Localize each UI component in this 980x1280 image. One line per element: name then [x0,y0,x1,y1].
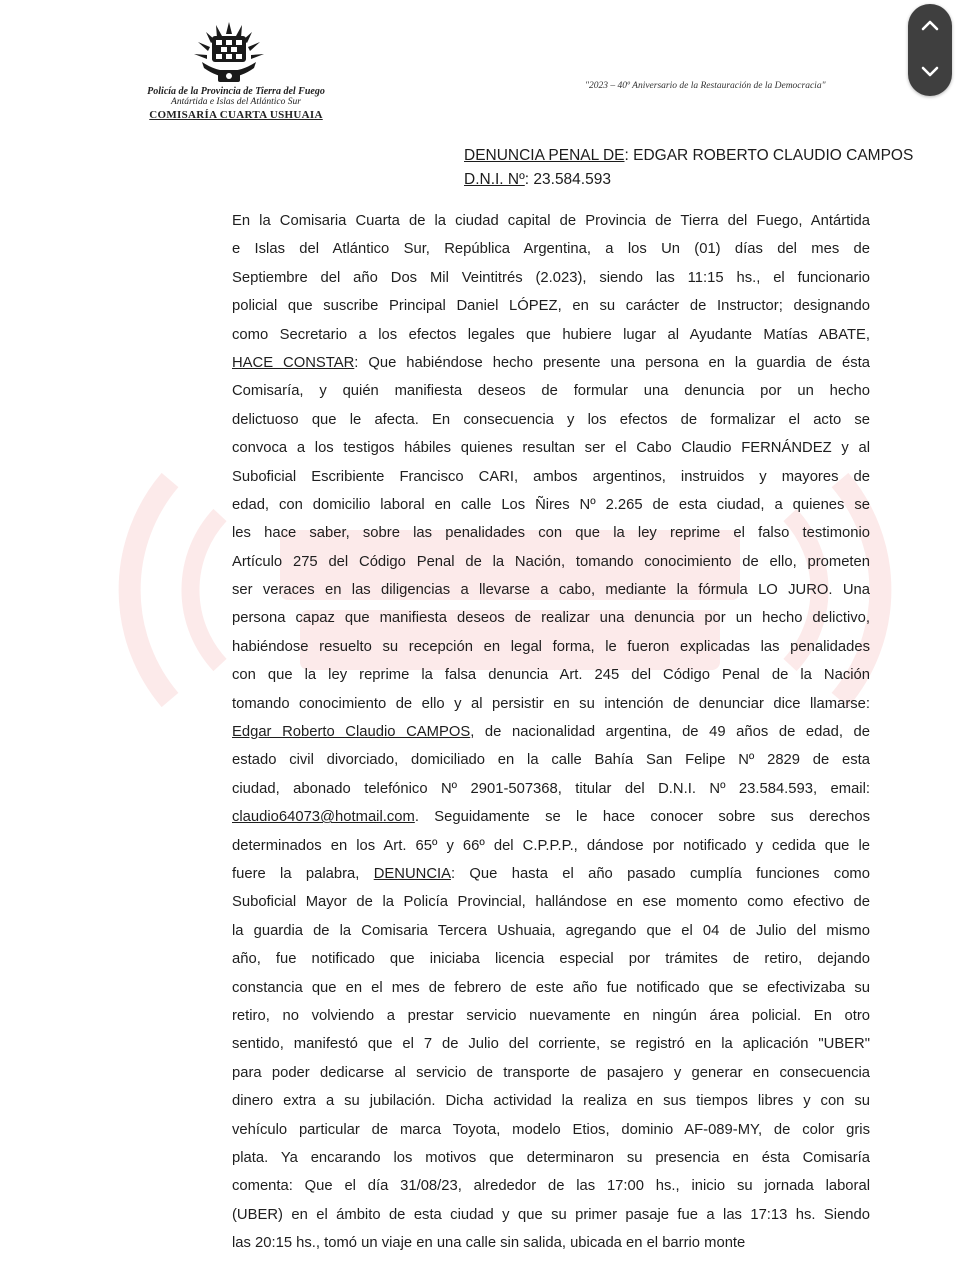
body-line [232,292,870,320]
body-line [232,349,870,377]
body-text-segment: . Seguidamente se le hace conocer sobre sus derechos [414,809,870,826]
body-text-segment: como Secretario a los efectos legales que hubiere lugar al Ayudante Matías ABATE, [232,326,870,343]
chevron-down-icon [920,64,940,78]
body-line [232,235,870,263]
body-line [232,1201,870,1229]
body-line [232,1144,870,1172]
title-label: DENUNCIA PENAL DE [464,147,625,164]
body-line [232,434,870,462]
body-text-segment: constancia que en el mes de febrero de este año fue notificado que se efectivizaba su [232,979,870,996]
body-line [232,860,870,888]
body-line [232,264,870,292]
underlined-text: Edgar Roberto Claudio CAMPOS [232,724,471,741]
body-line [232,661,870,689]
body-line [232,491,870,519]
page-scroll-control [908,4,952,96]
body-line [232,1172,870,1200]
body-text-segment: (UBER) en el ámbito de esta ciudad y que su primer pasaje fue a las 17:13 hs. Siendo [232,1206,870,1223]
body-line [232,803,870,831]
chevron-up-icon [920,18,940,32]
body-text-segment: determinados en los Art. 65º y 66º del C.P.P.P., dándose por notificado y cedida que le [232,837,870,854]
body-text-segment: retiro, no volviendo a prestar servicio nuevamente en ningún área policial. En otro [232,1007,870,1024]
body-text-segment: policial que suscribe Principal Daniel LÓPEZ, en su carácter de Instructor; designando [232,298,870,315]
org-name-line1: Policía de la Provincia de Tierra del Fuego [147,86,325,97]
body-line [232,945,870,973]
body-line [232,917,870,945]
body-text-segment: año, fue notificado que iniciaba licencia especial por trámites de retiro, dejando [232,951,870,968]
complainant-name: : EDGAR ROBERTO CLAUDIO CAMPOS [624,147,914,164]
body-line [232,888,870,916]
body-line [232,775,870,803]
dni-label: D.N.I. Nº [464,171,525,188]
complaint-body [232,207,870,1257]
body-line [232,746,870,774]
scroll-down-button[interactable] [908,50,952,96]
underlined-text[interactable]: claudio64073@hotmail.com [232,809,415,826]
body-text-segment: plata. Ya encarando los motivos que determinaron su presencia en ésta Comisaría [232,1149,870,1166]
body-text-segment: Comisaría, y quién manifiesta deseos de formular una denuncia por un hecho [232,383,870,400]
body-text-segment: estado civil divorciado, domiciliado en la calle Bahía San Felipe Nº 2829 de esta [232,752,870,769]
body-line [232,1087,870,1115]
body-line [232,463,870,491]
body-text-segment: Artículo 275 del Código Penal de la Nación, tomando conocimiento de ello, prometen [232,553,870,570]
underlined-text: HACE CONSTAR [232,354,355,371]
body-line [232,1229,870,1257]
body-text-segment: con que la ley reprime la falsa denuncia Art. 245 del Código Penal de la Nación [232,667,870,684]
body-line [232,406,870,434]
body-text-segment: En la Comisaria Cuarta de la ciudad capital de Provincia de Tierra del Fuego, Antártida [232,213,870,229]
anniversary-motto: "2023 – 40º Aniversario de la Restauración de la Democracia" [585,81,826,91]
body-text-segment: las 20:15 hs., tomó un viaje en una calle sin salida, ubicada en el barrio monte [232,1235,746,1252]
body-text-segment: tomando conocimiento de ello y al persistir en su intención de denunciar dice llamarse: [232,695,870,712]
body-text-segment: para poder dedicarse al servicio de transporte de pasajero y generar en consecuencia [232,1064,870,1081]
body-text-segment: comenta: Que el día 31/08/23, alrededor de las 17:00 hs., inicio su jornada laboral [232,1178,870,1195]
body-line [232,832,870,860]
body-text-segment: dinero extra a su jubilación. Dicha actividad la realiza en sus tiempos libres y con su [232,1093,870,1110]
body-text-segment: ser veraces en las diligencias a llevarse a cabo, mediante la fórmula LO JURO. Una [232,582,870,599]
underlined-text: DENUNCIA [373,865,451,882]
body-line [232,207,870,235]
body-line [232,690,870,718]
body-line [232,1059,870,1087]
body-line [232,1116,870,1144]
complainant-name-line [464,147,913,165]
body-text-segment: ciudad, abonado telefónico Nº 2901-507368, titular del D.N.I. Nº 23.584.593, email: [232,780,870,797]
body-line [232,519,870,547]
body-text-segment: Septiembre del año Dos Mil Veintitrés (2.023), siendo las 11:15 hs., el funcionario [232,269,870,286]
complainant-dni-line [464,171,611,189]
body-text-segment: vehículo particular de marca Toyota, modelo Etios, dominio AF-089-MY, de color gris [232,1121,870,1138]
police-emblem-icon [188,18,270,88]
body-text-segment: : Que habiéndose hecho presente una persona en la guardia de ésta [354,354,870,371]
body-text-segment: convoca a los testigos hábiles quienes resultan ser el Cabo Claudio FERNÁNDEZ y al [232,440,870,457]
body-line [232,548,870,576]
body-text-segment: habiéndose resuelto su recepción en legal forma, le fueron explicadas las penalidades [232,638,870,655]
body-line [232,321,870,349]
org-name-line2: Antártida e Islas del Atlántico Sur [171,97,301,107]
scroll-up-button[interactable] [908,4,952,50]
body-line [232,974,870,1002]
body-text-segment: edad, con domicilio laboral en calle Los Ñires Nº 2.265 de esta ciudad, a quienes se [232,496,870,513]
body-line [232,576,870,604]
body-text-segment: : Que hasta el año pasado cumplía funciones como [450,865,870,882]
body-line [232,1002,870,1030]
body-text-segment: Suboficial Mayor de la Policía Provincial, hallándose en ese momento como efectivo de [232,894,870,911]
body-text-segment: fuere la palabra, [232,865,374,882]
org-name-line3: COMISARÍA CUARTA USHUAIA [149,109,323,121]
complainant-dni: : 23.584.593 [524,171,611,188]
body-text-segment: , de nacionalidad argentina, de 49 años de edad, de [470,724,870,741]
body-text-segment: persona capaz que manifiesta deseos de realizar una denuncia por un hecho delictivo, [232,610,870,627]
organization-header [116,86,356,122]
body-text-segment: sentido, manifestó que el 7 de Julio del corriente, se registró en la aplicación "UBER" [232,1036,870,1053]
body-line [232,718,870,746]
body-text-segment: la guardia de la Comisaria Tercera Ushuaia, agregando que el 04 de Julio del mismo [232,922,870,939]
body-line [232,633,870,661]
body-line [232,604,870,632]
body-text-segment: Suboficial Escribiente Francisco CARI, ambos argentinos, instruidos y mayores de [232,468,870,485]
body-line [232,377,870,405]
body-text-segment: les hace saber, sobre las penalidades con que la ley reprime el falso testimonio [232,525,870,542]
body-text-segment: delictuoso que le afecta. En consecuencia y los efectos de formalizar el acto se [232,411,870,428]
body-text-segment: e Islas del Atlántico Sur, República Argentina, a los Un (01) días del mes de [232,241,870,258]
body-line [232,1030,870,1058]
